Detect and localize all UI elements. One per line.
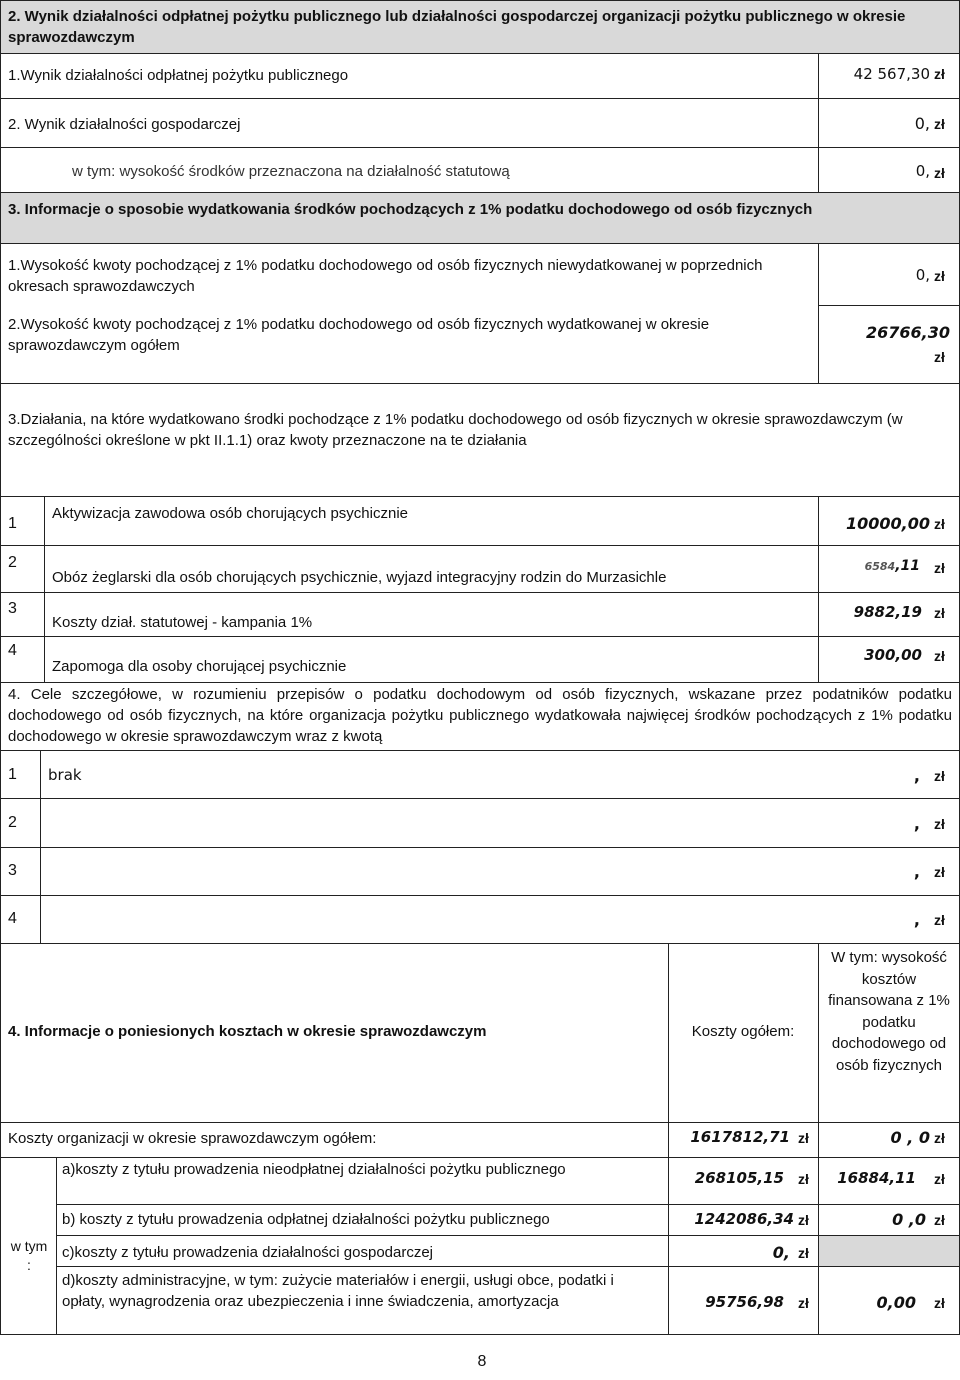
currency-label: zł: [798, 1171, 809, 1187]
cost-row-label: a)koszty z tytułu prowadzenia nieodpłatnej działalności pożytku publicznego: [62, 1161, 566, 1178]
activity-amount: [820, 558, 920, 574]
currency-label: zł: [934, 912, 945, 928]
cost-row-amount: 95756,98: [705, 1293, 784, 1311]
currency-label: zł: [934, 1130, 945, 1146]
currency-label: zł: [798, 1245, 809, 1261]
currency-label: zł: [934, 768, 945, 784]
currency-label: zł: [934, 66, 945, 82]
activity-number: 2: [8, 554, 17, 571]
w-tym-label: w tym :: [10, 1238, 48, 1273]
goal-amount: ,: [913, 766, 920, 785]
section2-row1-label: 1.Wynik działalności odpłatnej pożytku publicznego: [8, 67, 349, 84]
cost-row-label: d)koszty administracyjne, w tym: zużycie materiałów i energii, usługi obce, podatki i opłaty, wynagrodzenia oraz ubezpieczenia i inne świadczenia, amortyzacja: [62, 1272, 614, 1310]
costs-total-1pct: 0 , 0: [890, 1128, 930, 1147]
activity-label: Aktywizacja zawodowa osób chorujących psychicznie: [52, 505, 409, 522]
costs-col-total: Koszty ogółem:: [691, 1023, 795, 1040]
currency-label: zł: [798, 1130, 809, 1146]
cost-row-amount: 1242086,34: [694, 1210, 794, 1228]
goal-label: brak: [48, 766, 82, 784]
goal-number: 4: [8, 910, 17, 927]
cost-row-1pct: 16884,11: [837, 1169, 916, 1187]
activity-number: 4: [8, 642, 17, 659]
activities-title: 3.Działania, na które wydatkowano środki pochodzące z 1% podatku dochodowego od osób fizycznych w okresie sprawozdawczym (w szczególności określone w pkt II.1.1) oraz kwoty przeznaczone na te działania: [8, 411, 903, 449]
cost-row-1pct: 0,00: [876, 1293, 916, 1312]
costs-total-amount: 1617812,71: [690, 1128, 790, 1146]
activity-number: 3: [8, 600, 17, 617]
costs-col-1pct: W tym: wysokość kosztów finansowana z 1% podatku dochodowego od osób fizycznych: [828, 949, 950, 1074]
section2-row1-amount: 42 567,30: [853, 65, 930, 83]
cost-row-1pct: 0 ,0: [892, 1210, 926, 1229]
activity-label: Obóz żeglarski dla osób chorujących psychicznie, wyjazd integracyjny rodzin do Murzasichle: [52, 569, 667, 586]
section2-title: 2. Wynik działalności odpłatnej pożytku publicznego lub działalności gospodarczej organizacji pożytku publicznego w okresie sprawozdawczym: [8, 8, 906, 46]
section3-row1-label: 1.Wysokość kwoty pochodzącej z 1% podatku dochodowego od osób fizycznych niewydatkowanej w poprzednich okresach sprawozdawczych: [8, 257, 763, 295]
currency-label: zł: [934, 165, 945, 181]
currency-label: zł: [934, 349, 945, 365]
section3-row2-amount: 26766,30: [865, 323, 950, 342]
goal-number: 1: [8, 766, 17, 783]
section2-row2-amount: 0,: [914, 114, 930, 133]
section2-row3-amount: 0,: [915, 162, 930, 180]
goal-number: 2: [8, 814, 17, 831]
currency-label: zł: [934, 605, 945, 621]
goal-amount: ,: [913, 910, 920, 929]
goal-amount: ,: [913, 862, 920, 881]
currency-label: zł: [934, 1171, 945, 1187]
activity-amount-suffix: ,11: [895, 558, 920, 574]
activity-label: Koszty dział. statutowej - kampania 1%: [52, 614, 313, 631]
currency-label: zł: [934, 560, 945, 576]
activity-amount: 300,00: [864, 646, 922, 664]
cost-row-label: c)koszty z tytułu prowadzenia działalności gospodarczej: [62, 1244, 434, 1261]
currency-label: zł: [934, 648, 945, 664]
page-number: 8: [477, 1353, 487, 1370]
activity-amount: 10000,00: [845, 514, 930, 533]
section3-row2-label: 2.Wysokość kwoty pochodzącej z 1% podatku dochodowego od osób fizycznych wydatkowanej w okresie sprawozdawczym ogółem: [8, 316, 710, 354]
activity-amount: 9882,19: [853, 603, 922, 621]
currency-label: zł: [934, 816, 945, 832]
currency-label: zł: [798, 1212, 809, 1228]
currency-label: zł: [934, 116, 945, 132]
cost-row-amount: 268105,15: [694, 1169, 784, 1187]
activity-label: Zapomoga dla osoby chorującej psychicznie: [52, 658, 347, 675]
cost-row-amount: 0,: [772, 1243, 790, 1262]
activity-amount-main: 6584: [864, 560, 896, 573]
section3-row1-amount: 0,: [915, 266, 930, 284]
section2-row2-label: 2. Wynik działalności gospodarczej: [8, 116, 241, 133]
currency-label: zł: [934, 1295, 945, 1311]
section2-row3-label: w tym: wysokość środków przeznaczona na działalność statutową: [72, 163, 510, 180]
costs-total-label: Koszty organizacji w okresie sprawozdawczym ogółem:: [8, 1130, 377, 1147]
currency-label: zł: [934, 516, 945, 532]
currency-label: zł: [934, 1212, 945, 1228]
goal-number: 3: [8, 862, 17, 879]
cost-row-label: b) koszty z tytułu prowadzenia odpłatnej działalności pożytku publicznego: [62, 1211, 550, 1228]
costs-title: 4. Informacje o poniesionych kosztach w okresie sprawozdawczym: [8, 1023, 487, 1040]
currency-label: zł: [934, 864, 945, 880]
currency-label: zł: [798, 1295, 809, 1311]
currency-label: zł: [934, 268, 945, 284]
goal-amount: ,: [913, 814, 920, 833]
disabled-cell: [819, 1236, 959, 1266]
section4-title: 4. Cele szczegółowe, w rozumieniu przepisów o podatku dochodowym od osób fizycznych, wskazane przez podatników podatku dochodowego od osób fizycznych, na które organizacja pożytku publicznego wydatkowała najwięcej środków pochodzących z 1% podatku dochodowego w okresie sprawozdawczym wraz z kwotą: [8, 686, 952, 745]
section3-title: 3. Informacje o sposobie wydatkowania środków pochodzących z 1% podatku dochodowego od osób fizycznych: [8, 201, 813, 218]
activity-number: 1: [8, 515, 17, 532]
